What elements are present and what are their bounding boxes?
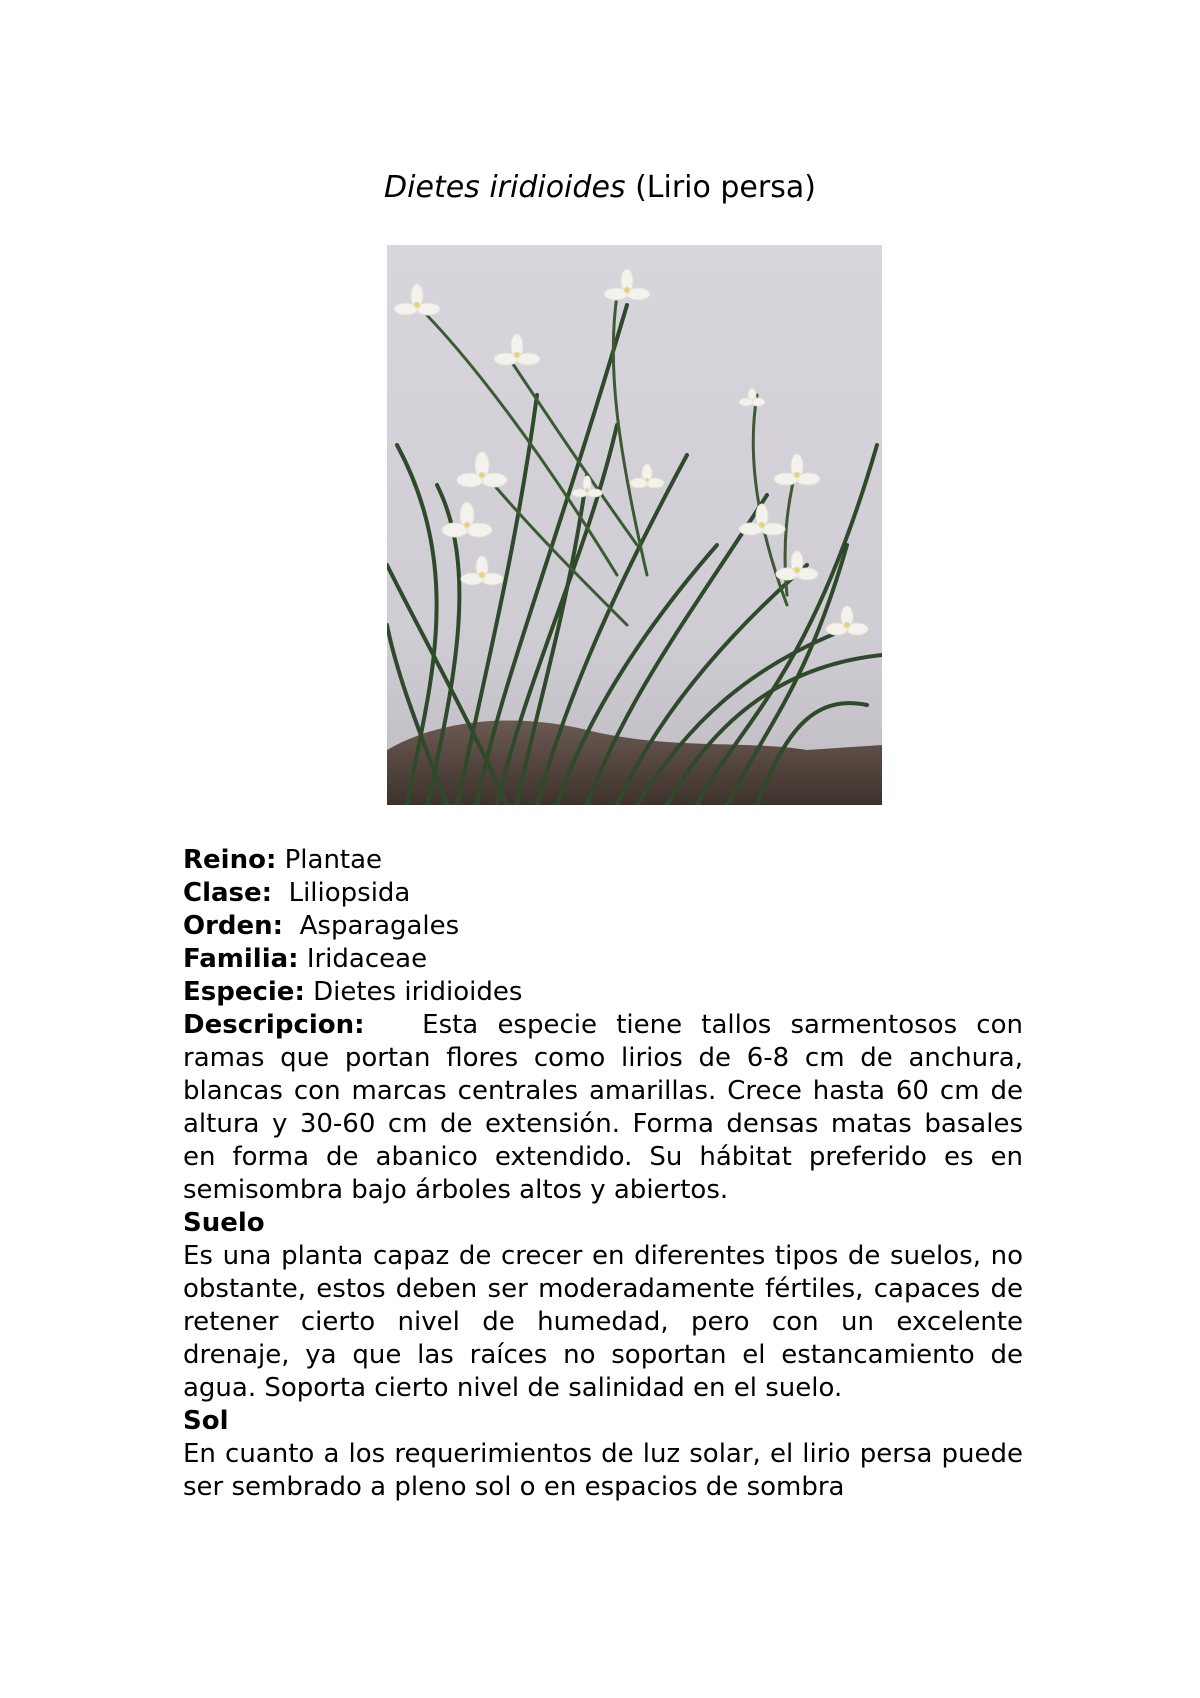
reino-value: Plantae	[284, 845, 383, 875]
reino-line	[183, 844, 1023, 877]
orden-line	[183, 910, 1023, 943]
especie-label: Especie:	[183, 977, 305, 1007]
reino-label: Reino:	[183, 845, 277, 875]
scientific-name: Dietes iridioides	[384, 170, 626, 205]
plant-photo	[387, 245, 882, 805]
document-body	[183, 844, 1023, 1504]
sol-heading: Sol	[183, 1406, 229, 1436]
descripcion-paragraph	[183, 1009, 1023, 1207]
clase-label: Clase:	[183, 878, 273, 908]
familia-label: Familia:	[183, 944, 299, 974]
suelo-paragraph: Es una planta capaz de crecer en diferentes tipos de suelos, no obstante, estos deben ser moderadamente fértiles, capaces de retener cierto nivel de humedad, pero con un excelente drenaje, ya que las raíces no soportan el estancamiento de agua. Soporta cierto nivel de salinidad en el suelo.	[183, 1241, 1023, 1403]
familia-line	[183, 943, 1023, 976]
clase-value: Liliopsida	[288, 878, 411, 908]
common-name: (Lirio persa)	[635, 170, 816, 205]
descripcion-value: Esta especie tiene tallos sarmentosos con ramas que portan flores como lirios de 6-8 cm de anchura, blancas con marcas centrales amarillas. Crece hasta 60 cm de altura y 30-60 cm de extensión. Forma densas matas basales en forma de abanico extendido. Su hábitat preferido es en semisombra bajo árboles altos y abiertos.	[183, 1010, 1023, 1205]
page-title	[0, 168, 1200, 208]
descripcion-label: Descripcion:	[183, 1010, 365, 1040]
familia-value: Iridaceae	[306, 944, 428, 974]
orden-value: Asparagales	[299, 911, 460, 941]
especie-value: Dietes iridioides	[313, 977, 523, 1007]
suelo-heading: Suelo	[183, 1208, 265, 1238]
especie-line	[183, 976, 1023, 1009]
orden-label: Orden:	[183, 911, 284, 941]
clase-line	[183, 877, 1023, 910]
sol-paragraph: En cuanto a los requerimientos de luz solar, el lirio persa puede ser sembrado a pleno sol o en espacios de sombra	[183, 1439, 1023, 1502]
